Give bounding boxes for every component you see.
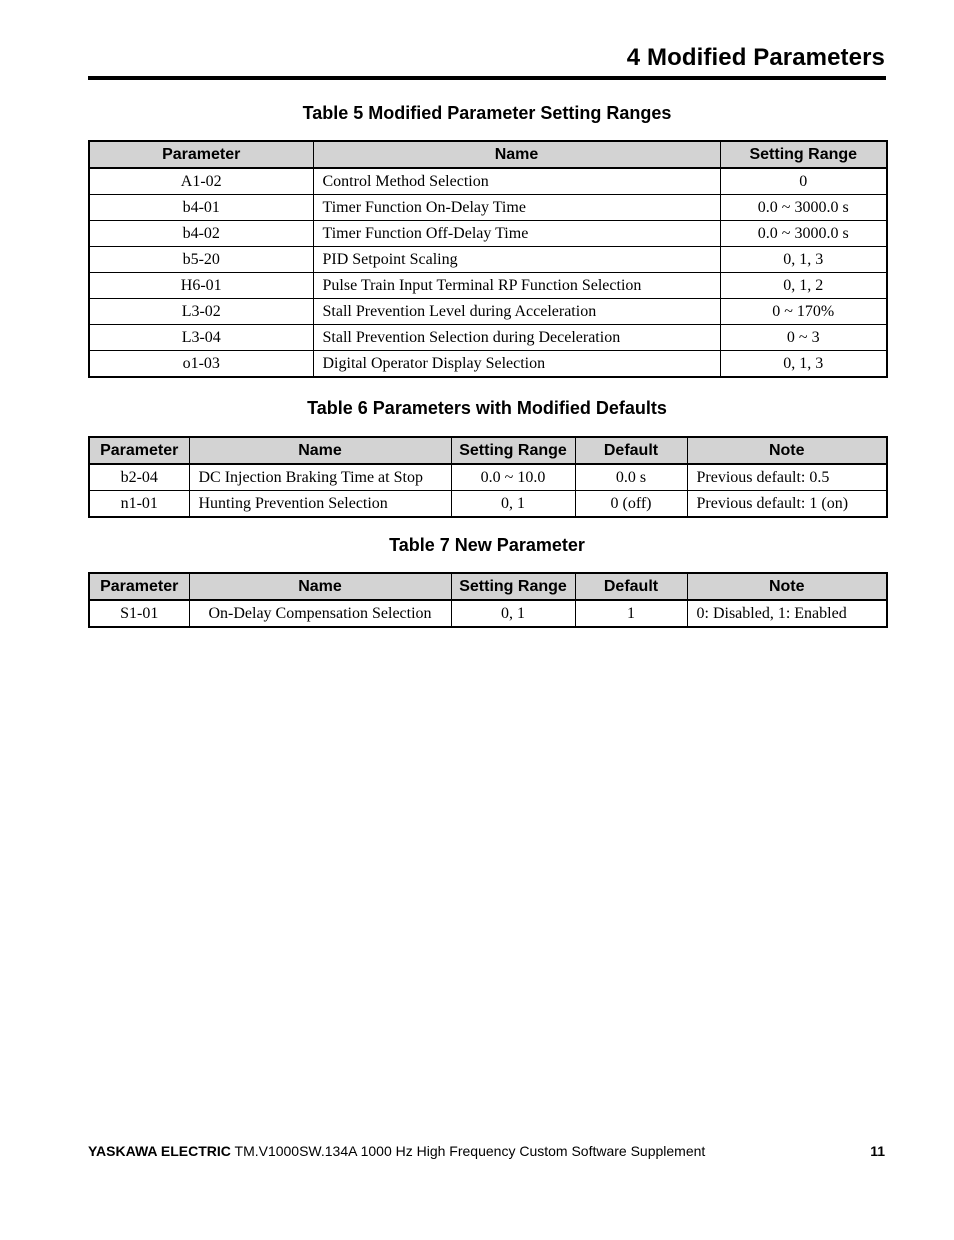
setting-range-cell: 0, 1, 3 — [720, 247, 887, 273]
section-heading: 4 Modified Parameters — [626, 44, 885, 71]
setting-range-cell: 0, 1, 3 — [720, 351, 887, 378]
table-header-row — [89, 437, 887, 464]
table-6 — [88, 436, 888, 518]
parameter-cell: b4-02 — [89, 221, 313, 247]
parameter-cell: o1-03 — [89, 351, 313, 378]
note-cell: 0: Disabled, 1: Enabled — [687, 600, 887, 627]
setting-range-cell: 0 ~ 170% — [720, 299, 887, 325]
table-7-caption: Table 7 New Parameter — [389, 535, 585, 555]
setting-range-cell: 0, 1 — [451, 600, 575, 627]
column-header-setting-range: Setting Range — [451, 437, 575, 464]
table-row — [89, 464, 887, 491]
column-header-note: Note — [687, 573, 887, 600]
footer-document-title: TM.V1000SW.134A 1000 Hz High Frequency Custom Software Supplement — [230, 1143, 706, 1159]
name-cell: Timer Function On-Delay Time — [313, 195, 720, 221]
setting-range-cell: 0.0 ~ 10.0 — [451, 464, 575, 491]
table-5 — [88, 140, 888, 378]
page-number: 11 — [870, 1143, 885, 1159]
name-cell: DC Injection Braking Time at Stop — [189, 464, 451, 491]
name-cell: Timer Function Off-Delay Time — [313, 221, 720, 247]
setting-range-cell: 0, 1, 2 — [720, 273, 887, 299]
name-cell: Stall Prevention Level during Acceleration — [313, 299, 720, 325]
table-row — [89, 325, 887, 351]
table-row — [89, 273, 887, 299]
column-header-name: Name — [189, 573, 451, 600]
page-footer — [88, 1143, 705, 1159]
heading-rule — [88, 76, 886, 80]
note-cell: Previous default: 0.5 — [687, 464, 887, 491]
name-cell: PID Setpoint Scaling — [313, 247, 720, 273]
default-cell: 0.0 s — [575, 464, 687, 491]
column-header-parameter: Parameter — [89, 573, 189, 600]
table-row — [89, 600, 887, 627]
table-row — [89, 168, 887, 195]
table-6-caption: Table 6 Parameters with Modified Defaults — [307, 398, 667, 418]
parameter-cell: H6-01 — [89, 273, 313, 299]
table-header-row — [89, 573, 887, 600]
column-header-setting-range: Setting Range — [451, 573, 575, 600]
default-cell: 1 — [575, 600, 687, 627]
name-cell: Pulse Train Input Terminal RP Function Selection — [313, 273, 720, 299]
setting-range-cell: 0, 1 — [451, 491, 575, 518]
column-header-default: Default — [575, 573, 687, 600]
name-cell: Hunting Prevention Selection — [189, 491, 451, 518]
setting-range-cell: 0.0 ~ 3000.0 s — [720, 221, 887, 247]
table-row — [89, 247, 887, 273]
parameter-cell: b4-01 — [89, 195, 313, 221]
parameter-cell: b5-20 — [89, 247, 313, 273]
table-row — [89, 299, 887, 325]
table-row — [89, 195, 887, 221]
parameter-cell: n1-01 — [89, 491, 189, 518]
setting-range-cell: 0 ~ 3 — [720, 325, 887, 351]
name-cell: Control Method Selection — [313, 168, 720, 195]
footer-brand: YASKAWA ELECTRIC — [88, 1143, 231, 1159]
name-cell: On-Delay Compensation Selection — [189, 600, 451, 627]
column-header-name: Name — [189, 437, 451, 464]
parameter-cell: L3-02 — [89, 299, 313, 325]
table-row — [89, 491, 887, 518]
table-row — [89, 221, 887, 247]
table-5-caption: Table 5 Modified Parameter Setting Ranges — [302, 103, 672, 123]
table-row — [89, 351, 887, 378]
column-header-name: Name — [313, 141, 720, 168]
table-7 — [88, 572, 888, 628]
note-cell: Previous default: 1 (on) — [687, 491, 887, 518]
column-header-default: Default — [575, 437, 687, 464]
parameter-cell: S1-01 — [89, 600, 189, 627]
parameter-cell: b2-04 — [89, 464, 189, 491]
table-header-row — [89, 141, 887, 168]
parameter-cell: L3-04 — [89, 325, 313, 351]
setting-range-cell: 0 — [720, 168, 887, 195]
setting-range-cell: 0.0 ~ 3000.0 s — [720, 195, 887, 221]
default-cell: 0 (off) — [575, 491, 687, 518]
column-header-parameter: Parameter — [89, 141, 313, 168]
name-cell: Digital Operator Display Selection — [313, 351, 720, 378]
column-header-setting-range: Setting Range — [720, 141, 887, 168]
parameter-cell: A1-02 — [89, 168, 313, 195]
name-cell: Stall Prevention Selection during Deceleration — [313, 325, 720, 351]
column-header-parameter: Parameter — [89, 437, 189, 464]
column-header-note: Note — [687, 437, 887, 464]
